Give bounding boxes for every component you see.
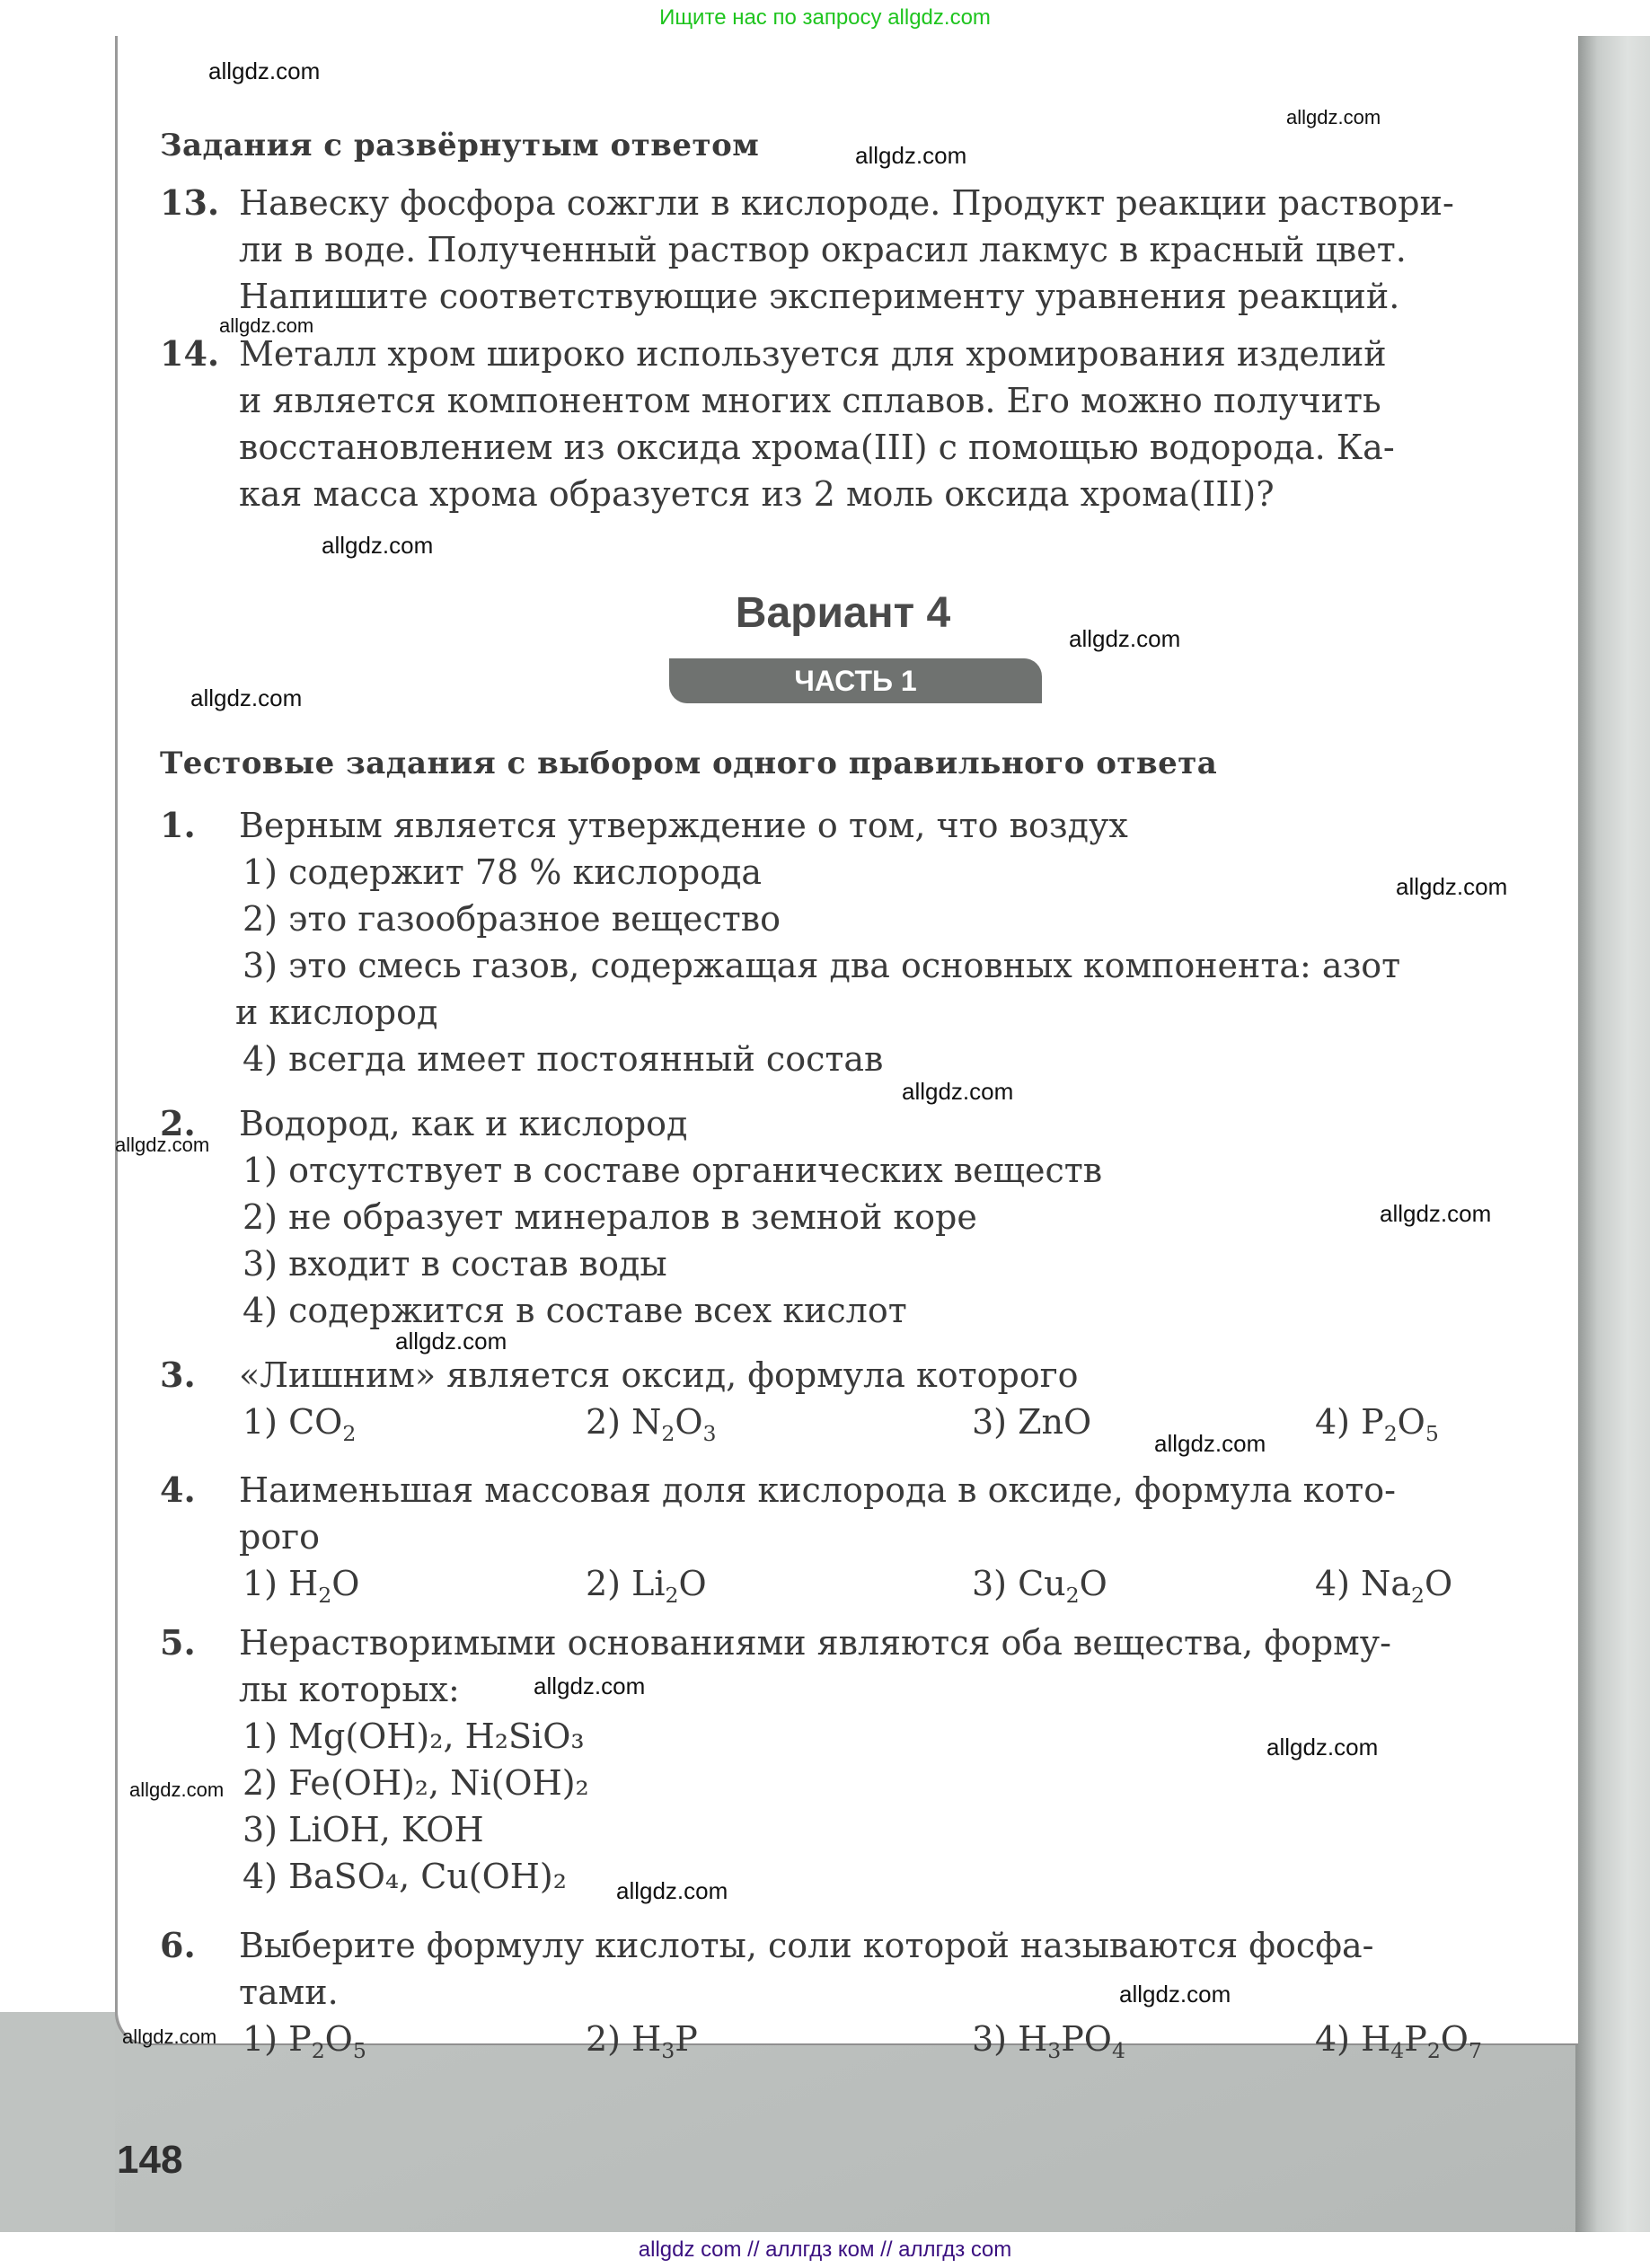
task-number: 14. xyxy=(160,333,220,374)
task-line: Навеску фосфора сожгли в кислороде. Продукт реакции раствори- xyxy=(239,183,1454,223)
left-margin xyxy=(0,36,115,2232)
answer-option[interactable]: 3) входит в состав воды xyxy=(243,1244,667,1284)
answer-option[interactable]: 2) $Li_2O$ xyxy=(586,1564,707,1609)
page-edge-shadow xyxy=(1575,36,1650,2232)
watermark: allgdz.com xyxy=(190,684,303,711)
watermark: allgdz.com xyxy=(616,1877,728,1904)
answer-option[interactable]: 1) $CO_2$ xyxy=(243,1402,357,1447)
task-line: восстановлением из оксида хрома(III) с помощью водорода. Ка- xyxy=(239,428,1395,467)
watermark: allgdz.com xyxy=(1069,625,1181,652)
task-number: 13. xyxy=(160,182,220,223)
answer-option[interactable]: 2) это газообразное вещество xyxy=(243,899,781,939)
answer-option[interactable]: 3) $Cu_2O$ xyxy=(972,1564,1107,1609)
question-number: 1. xyxy=(160,805,196,845)
answer-option[interactable]: 4) содержится в составе всех кислот xyxy=(243,1291,907,1330)
answer-option[interactable]: 1) $H_2O$ xyxy=(243,1564,360,1609)
watermark: allgdz.com xyxy=(208,57,321,84)
watermark: allgdz.com xyxy=(1119,1981,1231,2008)
question-number: 4. xyxy=(160,1469,196,1510)
answer-option[interactable]: 4) $P_2O_5$ xyxy=(1315,1402,1439,1447)
question-text: лы которых: xyxy=(239,1670,460,1709)
answer-option[interactable]: 1) содержит 78 % кислорода xyxy=(243,852,763,892)
answer-option[interactable]: 1) $P_2O_5$ xyxy=(243,2019,366,2064)
extended-answer-heading: Задания с развёрнутым ответом xyxy=(160,128,760,163)
question-text: тами. xyxy=(239,1972,339,2012)
watermark: allgdz.com xyxy=(1396,873,1508,900)
answer-option[interactable]: 2) Fe(OH)₂, Ni(OH)₂ xyxy=(243,1763,589,1803)
question-number: 3. xyxy=(160,1355,196,1395)
answer-option[interactable]: 2) $H_3P$ xyxy=(586,2019,698,2064)
answer-option[interactable]: 4) BaSO₄, Cu(OH)₂ xyxy=(243,1857,567,1896)
watermark: allgdz.com xyxy=(395,1328,507,1355)
test-section-heading: Тестовые задания с выбором одного правильного ответа xyxy=(160,746,1218,781)
variant-title: Вариант 4 xyxy=(735,589,951,637)
answer-option[interactable]: 3) $H_3PO_4$ xyxy=(972,2019,1125,2064)
top-banner[interactable]: Ищите нас по запросу allgdz.com xyxy=(659,5,991,30)
task-line: и является компонентом многих сплавов. Его можно получить xyxy=(239,381,1381,420)
question-number: 5. xyxy=(160,1622,196,1663)
answer-option[interactable]: 3) это смесь газов, содержащая два основных компонента: азот xyxy=(243,946,1401,985)
left-margin-bottom xyxy=(0,2012,115,2232)
task-line: ли в воде. Полученный раствор окрасил лакмус в красный цвет. xyxy=(239,230,1407,269)
question-text: «Лишним» является оксид, формула которого xyxy=(239,1355,1079,1395)
answer-option[interactable]: 2) $N_2O_3$ xyxy=(586,1402,717,1447)
watermark: allgdz.com xyxy=(115,1134,210,1156)
test-4 xyxy=(160,1467,1561,1607)
watermark: allgdz.com xyxy=(129,1778,225,1801)
watermark: allgdz.com xyxy=(1266,1734,1379,1761)
watermark: allgdz.com xyxy=(122,2025,217,2048)
answer-option[interactable]: 1) Mg(OH)₂, H₂SiO₃ xyxy=(243,1716,585,1756)
task-line: кая масса хрома образуется из 2 моль оксида хрома(III)? xyxy=(239,474,1275,514)
test-3 xyxy=(160,1352,1561,1445)
task-13 xyxy=(160,180,1561,320)
watermark: allgdz.com xyxy=(534,1672,646,1699)
question-text: Нерастворимыми основаниями являются оба вещества, форму- xyxy=(239,1623,1391,1663)
answer-option[interactable]: 3) ZnO xyxy=(972,1402,1092,1442)
answer-option[interactable]: 1) отсутствует в составе органических веществ xyxy=(243,1151,1103,1190)
question-number: 2. xyxy=(160,1103,196,1143)
task-14 xyxy=(160,331,1561,517)
watermark: allgdz.com xyxy=(1380,1200,1492,1227)
answer-option[interactable]: 4) $H_4P_2O_7$ xyxy=(1315,2019,1482,2064)
watermark: allgdz.com xyxy=(1154,1430,1266,1457)
question-text: рого xyxy=(239,1517,320,1557)
part-badge: ЧАСТЬ 1 xyxy=(669,658,1042,703)
question-number: 6. xyxy=(160,1925,196,1965)
question-text: Водород, как и кислород xyxy=(239,1104,688,1143)
watermark: allgdz.com xyxy=(902,1078,1014,1105)
test-1 xyxy=(160,802,1561,1082)
watermark: allgdz.com xyxy=(855,142,967,169)
footer-banner[interactable]: allgdz com // аллгдз ком // аллгдз com xyxy=(0,2232,1650,2268)
watermark: allgdz.com xyxy=(1286,106,1381,128)
answer-option[interactable]: 3) LiOH, KOH xyxy=(243,1810,484,1849)
question-text: Выберите формулу кислоты, соли которой называются фосфа- xyxy=(239,1926,1374,1965)
question-text: Верным является утверждение о том, что воздух xyxy=(239,806,1128,845)
answer-option[interactable]: 2) не образует минералов в земной коре xyxy=(243,1197,977,1237)
watermark: allgdz.com xyxy=(322,532,434,559)
answer-option-continuation: и кислород xyxy=(235,993,438,1032)
answer-option[interactable]: 4) всегда имеет постоянный состав xyxy=(243,1039,884,1079)
watermark: allgdz.com xyxy=(219,314,314,337)
task-line: Металл хром широко используется для хромирования изделий xyxy=(239,334,1387,374)
test-6 xyxy=(160,1922,1561,2062)
question-text: Наименьшая массовая доля кислорода в оксиде, формула кото- xyxy=(239,1470,1397,1510)
task-line: Напишите соответствующие эксперименту уравнения реакций. xyxy=(239,277,1400,316)
answer-option[interactable]: 4) $Na_2O$ xyxy=(1315,1564,1453,1609)
page-number: 148 xyxy=(117,2138,183,2182)
test-2 xyxy=(160,1100,1561,1334)
